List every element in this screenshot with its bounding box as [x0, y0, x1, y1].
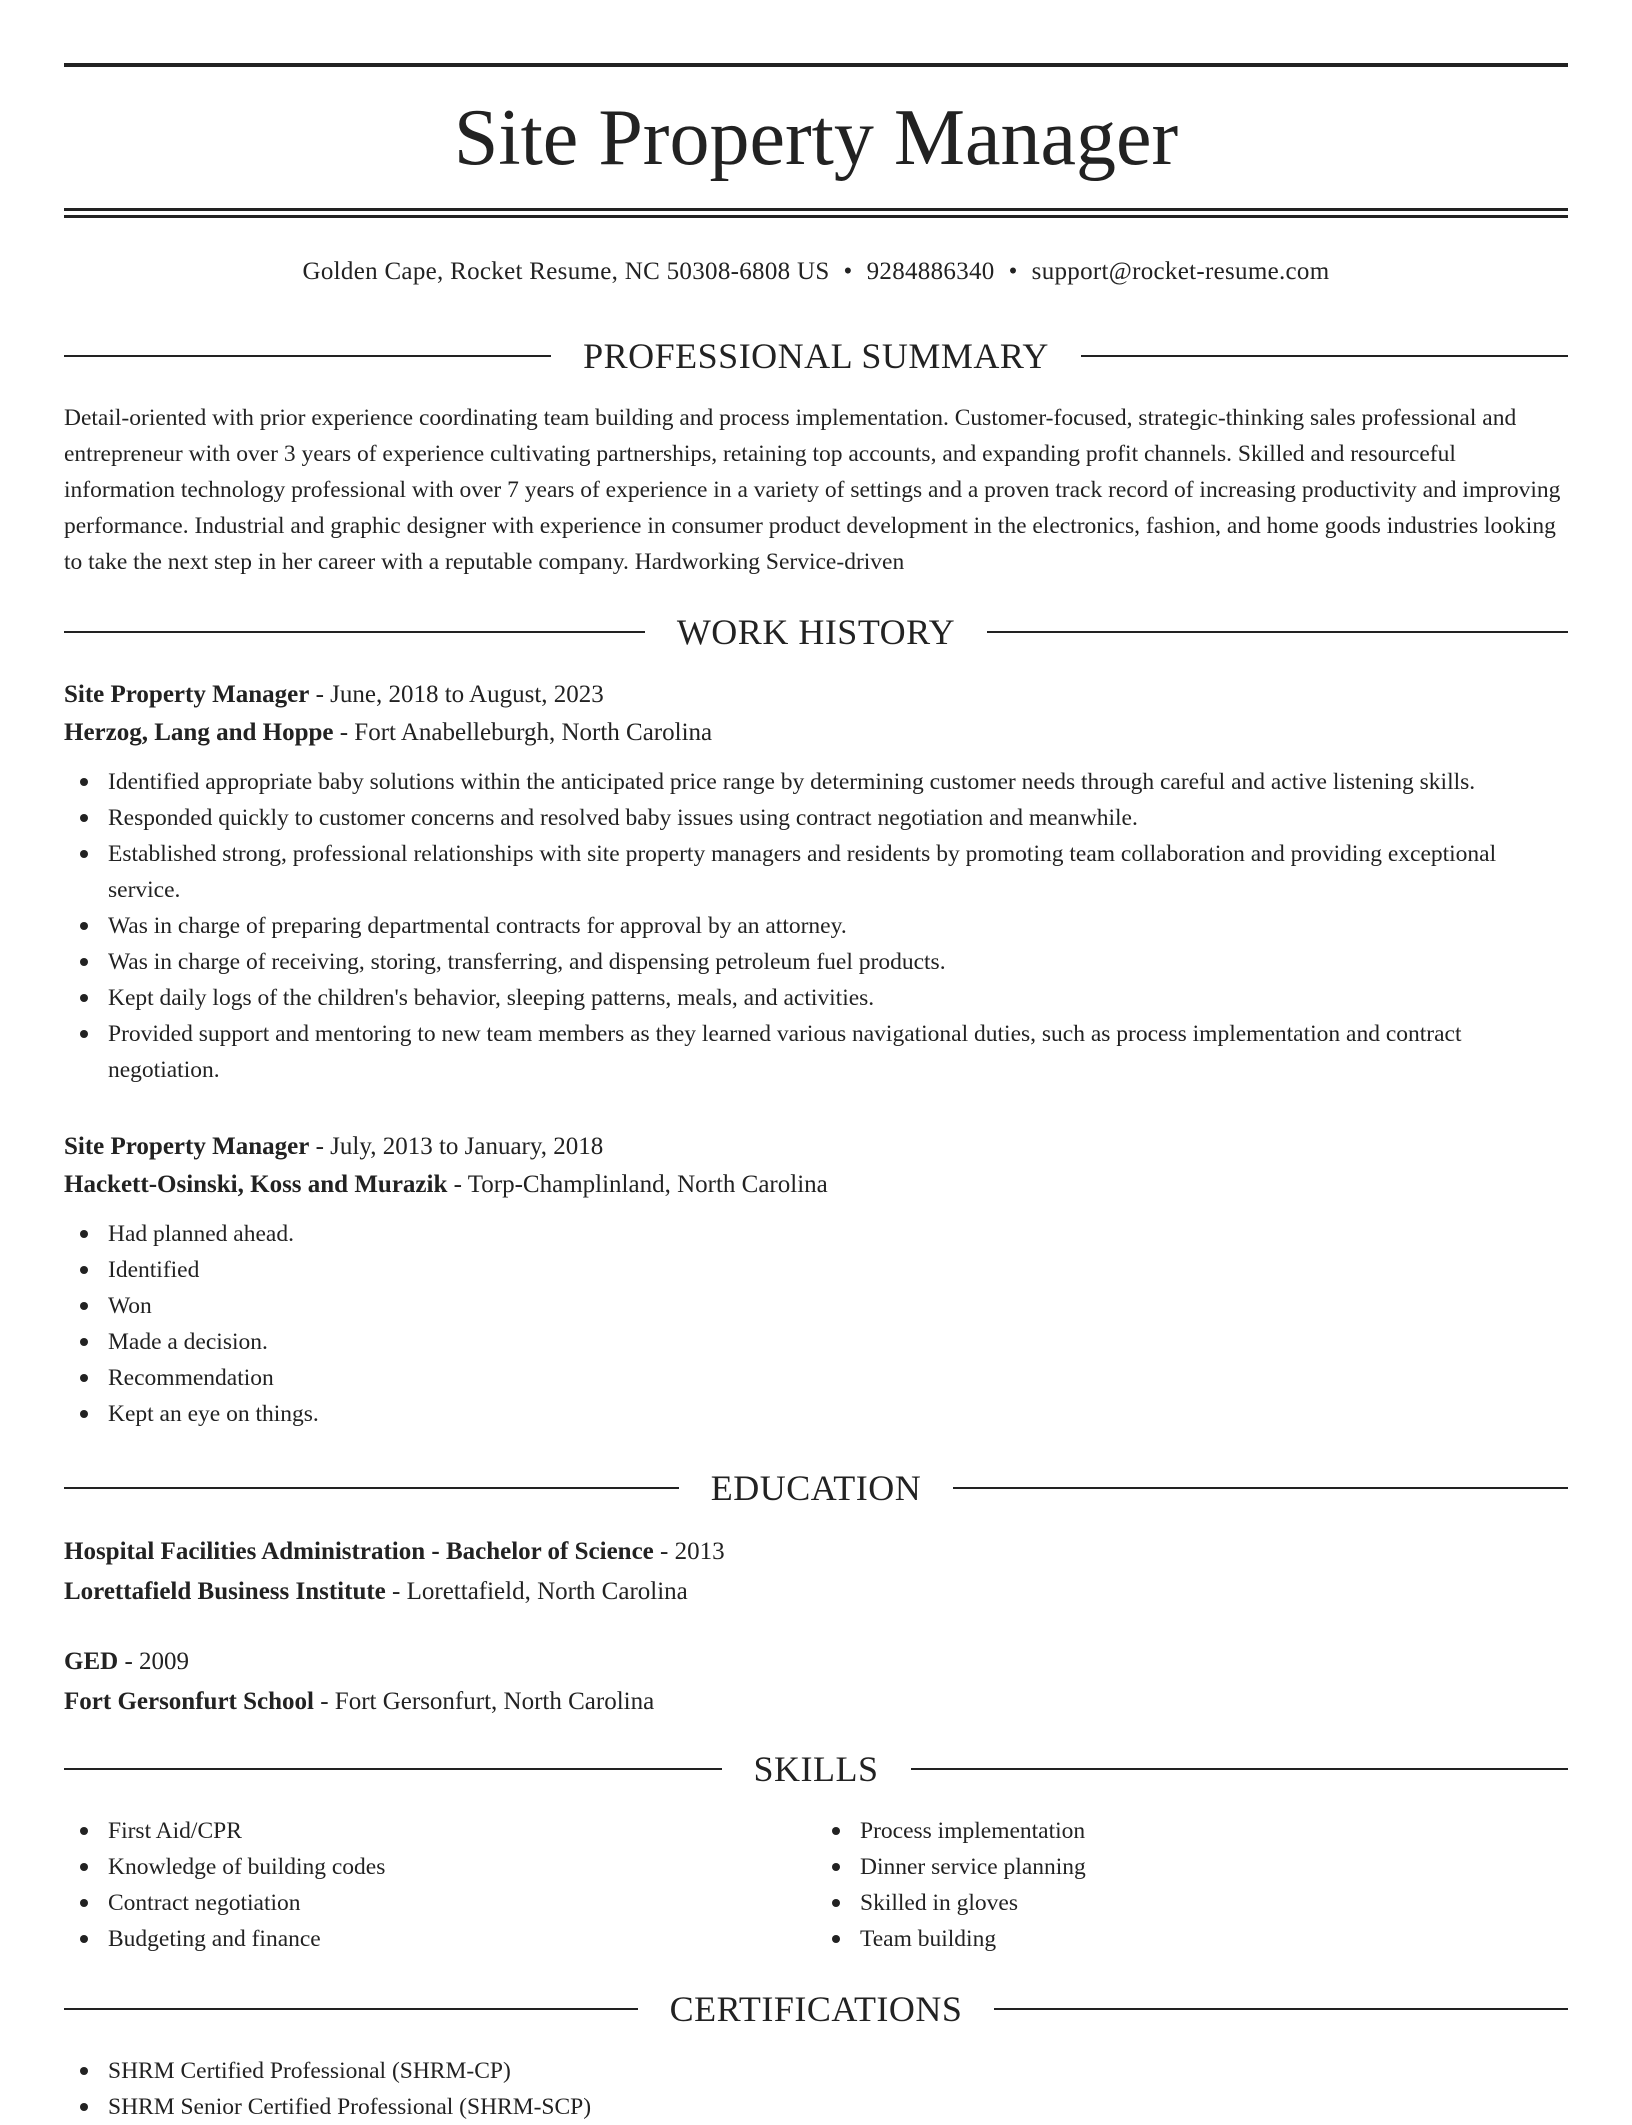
section-title: CERTIFICATIONS [669, 1989, 963, 2029]
heading-rule [64, 355, 551, 357]
job-location: - Torp-Champlinland, North Carolina [447, 1171, 828, 1198]
list-item: Provided support and mentoring to new team members as they learned various navigational duties, such as process implementation and contract negotiation. [64, 1016, 1568, 1088]
list-item: Was in charge of preparing departmental contracts for approval by an attorney. [64, 908, 1568, 944]
heading-rule [911, 1768, 1569, 1770]
list-item: Established strong, professional relationships with site property managers and residents by promoting team collaboration and providing exceptional service. [64, 836, 1568, 908]
section-heading-work [64, 610, 1568, 654]
job-dates: - July, 2013 to January, 2018 [309, 1133, 604, 1160]
job-company-line [64, 714, 1568, 752]
job-duties-list [64, 1216, 1568, 1432]
section-heading-skills [64, 1747, 1568, 1791]
list-item: Had planned ahead. [64, 1216, 1568, 1252]
education-school-line [64, 1572, 1568, 1612]
contact-email: support@rocket-resume.com [1031, 258, 1330, 285]
job-role: Site Property Manager [64, 1133, 310, 1160]
education-location: - Lorettafield, North Carolina [385, 1578, 688, 1605]
job-company: Herzog, Lang and Hoppe [64, 719, 334, 746]
job-duties-list [64, 764, 1568, 1088]
skills-list-left [64, 1813, 816, 1957]
education-entry [64, 1642, 1568, 1722]
heading-rule [64, 1487, 679, 1489]
job-entry [64, 676, 1568, 1088]
education-school: Fort Gersonfurt School [64, 1688, 314, 1715]
summary-text: Detail-oriented with prior experience coordinating team building and process implementation. Customer-focused, strategic-thinking sales professional and entrepreneur with over 3 years of experience cultivating partnerships, retaining top accounts, and expanding profit channels. Skilled and resourceful information technology professional with over 7 years of experience in a variety of settings and a proven track record of increasing productivity and improving performance. Industrial and graphic designer with experience in consumer product development in the electronics, fashion, and home goods industries looking to take the next step in her career with a reputable company. Hardworking Service-driven [64, 405, 1561, 575]
education-degree: Hospital Facilities Administration - Bachelor of Science [64, 1538, 654, 1565]
skill-item: Dinner service planning [816, 1849, 1568, 1885]
contact-phone: 9284886340 [866, 258, 995, 285]
contact-separator: • [1008, 258, 1018, 285]
contact-separator: • [843, 258, 853, 285]
section-title: EDUCATION [710, 1468, 922, 1508]
education-school-line [64, 1682, 1568, 1722]
list-item: Identified appropriate baby solutions within the anticipated price range by determining customer needs through careful and active listening skills. [64, 764, 1568, 800]
education-location: - Fort Gersonfurt, North Carolina [313, 1688, 655, 1715]
skill-item: Process implementation [816, 1813, 1568, 1849]
header-double-rule [64, 208, 1568, 218]
skill-item: Budgeting and finance [64, 1921, 816, 1957]
section-heading-summary [64, 334, 1568, 378]
skill-item: First Aid/CPR [64, 1813, 816, 1849]
section-heading-certifications [64, 1987, 1568, 2031]
job-role: Site Property Manager [64, 681, 310, 708]
certifications-section [64, 2053, 1568, 2125]
heading-rule [987, 631, 1568, 633]
education-entry [64, 1532, 1568, 1612]
list-item: Kept daily logs of the children's behavior, sleeping patterns, meals, and activities. [64, 980, 1568, 1016]
job-location: - Fort Anabelleburgh, North Carolina [333, 719, 713, 746]
skill-item: Knowledge of building codes [64, 1849, 816, 1885]
heading-rule [953, 1487, 1568, 1489]
job-company-line [64, 1166, 1568, 1204]
education-degree-line [64, 1532, 1568, 1572]
list-item: Identified [64, 1252, 1568, 1288]
job-title-line [64, 676, 1568, 714]
list-item: Was in charge of receiving, storing, transferring, and dispensing petroleum fuel products. [64, 944, 1568, 980]
skills-list-right [816, 1813, 1568, 1957]
resume-title: Site Property Manager [453, 94, 1179, 182]
education-school: Lorettafield Business Institute [64, 1578, 386, 1605]
list-item: Responded quickly to customer concerns and resolved baby issues using contract negotiation and meanwhile. [64, 800, 1568, 836]
heading-rule [64, 1768, 722, 1770]
heading-rule [1081, 355, 1568, 357]
certification-item: SHRM Senior Certified Professional (SHRM-SCP) [64, 2089, 1568, 2125]
list-item: Recommendation [64, 1360, 1568, 1396]
section-title: PROFESSIONAL SUMMARY [583, 336, 1049, 376]
job-entry [64, 1128, 1568, 1432]
section-title: WORK HISTORY [676, 612, 956, 652]
education-degree-line [64, 1642, 1568, 1682]
skill-item: Team building [816, 1921, 1568, 1957]
certifications-list [64, 2053, 1568, 2125]
job-company: Hackett-Osinski, Koss and Murazik [64, 1171, 448, 1198]
list-item: Made a decision. [64, 1324, 1568, 1360]
list-item: Kept an eye on things. [64, 1396, 1568, 1432]
heading-rule [64, 2008, 638, 2010]
heading-rule [64, 631, 645, 633]
summary-section [64, 400, 1568, 580]
section-title: SKILLS [753, 1749, 879, 1789]
skill-item: Skilled in gloves [816, 1885, 1568, 1921]
section-heading-education [64, 1466, 1568, 1510]
education-year: - 2013 [653, 1538, 725, 1565]
contact-line [64, 252, 1568, 292]
job-title-line [64, 1128, 1568, 1166]
job-dates: - June, 2018 to August, 2023 [309, 681, 604, 708]
skills-section [64, 1813, 1568, 1957]
skill-item: Contract negotiation [64, 1885, 816, 1921]
education-degree: GED [64, 1648, 119, 1675]
contact-address: Golden Cape, Rocket Resume, NC 50308-6808 US [302, 258, 830, 285]
heading-rule [994, 2008, 1568, 2010]
certification-item: SHRM Certified Professional (SHRM-CP) [64, 2053, 1568, 2089]
header-top-rule [64, 63, 1568, 67]
education-year: - 2009 [118, 1648, 190, 1675]
list-item: Won [64, 1288, 1568, 1324]
